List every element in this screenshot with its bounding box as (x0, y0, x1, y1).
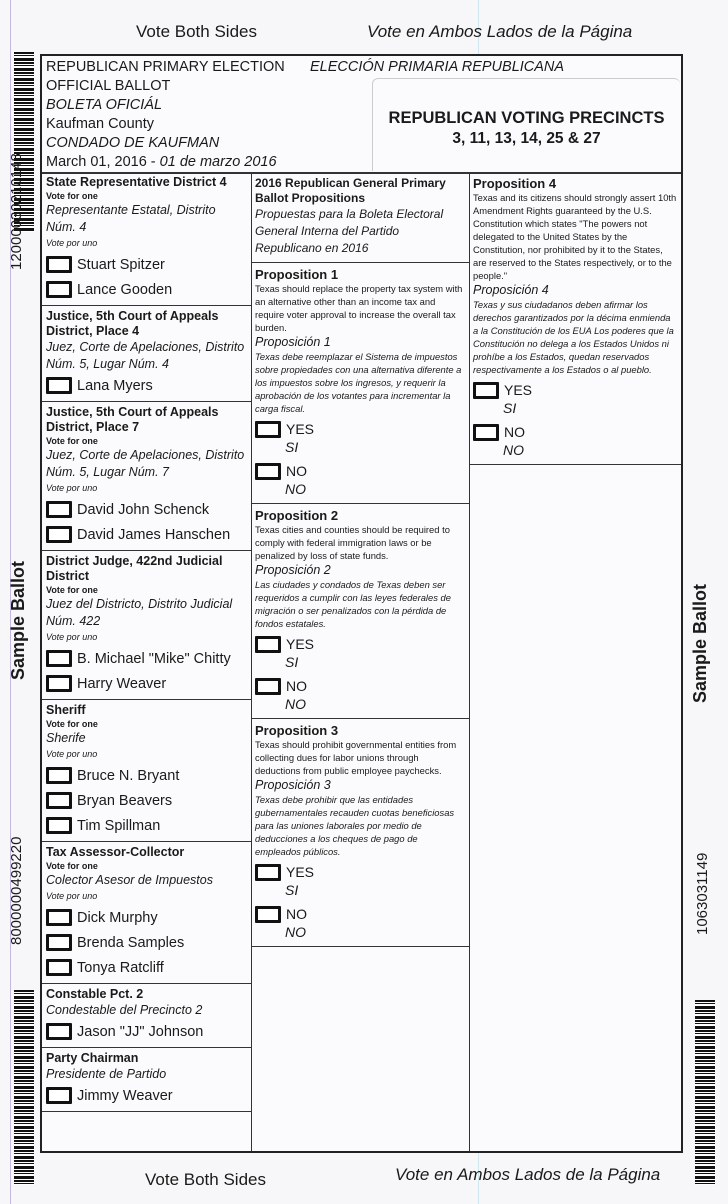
race-title-es: Juez, Corte de Apelaciones, Distrito Núm. 5, Lugar Núm. 7 (46, 448, 245, 479)
choice-label-es: NO (285, 481, 306, 497)
vote-both-sides-top-es: Vote en Ambos Lados de la Página (367, 22, 633, 41)
choice-label: YES (286, 421, 315, 437)
vote-both-sides-top: Vote Both Sides (136, 22, 257, 41)
ballot-oval-checkbox[interactable] (255, 463, 281, 480)
ballot-oval-checkbox[interactable] (46, 675, 72, 692)
candidate-name: Jimmy Weaver (77, 1087, 173, 1104)
ballot-oval-checkbox[interactable] (46, 792, 72, 809)
date-en: March 01, 2016 - (46, 154, 160, 170)
race-4 (42, 700, 251, 842)
choice-label: NO (286, 463, 307, 479)
choice-label: YES (504, 382, 533, 398)
ballot-oval-checkbox[interactable] (46, 817, 72, 834)
proposition-3 (251, 719, 469, 947)
ballot-oval-checkbox[interactable] (46, 934, 72, 951)
race-7 (42, 1048, 251, 1112)
race-3 (42, 551, 251, 700)
candidate-name: Dick Murphy (77, 909, 158, 926)
race-title: Tax Assessor-Collector (46, 845, 185, 859)
race-1 (42, 306, 251, 402)
races-column (42, 172, 252, 1151)
choice-label-es: NO (503, 442, 524, 458)
race-title: State Representative District 4 (46, 175, 227, 189)
ballot-oval-checkbox[interactable] (255, 421, 281, 438)
race-title-es: Sherife (46, 731, 86, 745)
choice-label-es: SI (503, 400, 517, 416)
vote-for-instruction: Vote for one (46, 719, 98, 729)
candidate-option[interactable] (46, 930, 247, 955)
ballot-oval-checkbox[interactable] (255, 678, 281, 695)
race-title-es: Condestable del Precincto 2 (46, 1003, 203, 1017)
barcode-right-bottom (695, 1000, 715, 1185)
proposition-title: Proposition 4 (473, 176, 557, 191)
choice-no[interactable] (473, 422, 677, 442)
vote-for-instruction: Vote for one (46, 585, 98, 595)
candidate-name: Stuart Spitzer (77, 256, 165, 273)
candidate-name: Harry Weaver (77, 675, 167, 692)
ballot-id-left-top: 12000030210148 (8, 153, 25, 270)
choice-label-es: NO (285, 924, 306, 940)
vote-for-instruction: Vote for one (46, 191, 98, 201)
proposition-title: Proposition 3 (255, 723, 339, 738)
race-title: Sheriff (46, 703, 86, 717)
race-title-es: Representante Estatal, Distrito Núm. 4 (46, 203, 216, 234)
ballot-oval-checkbox[interactable] (46, 909, 72, 926)
race-title-es: Colector Asesor de Impuestos (46, 873, 213, 887)
candidate-option[interactable] (46, 1019, 247, 1044)
candidate-name: Jason "JJ" Johnson (77, 1023, 204, 1040)
ballot-oval-checkbox[interactable] (473, 424, 499, 441)
ballot-oval-checkbox[interactable] (46, 281, 72, 298)
race-6 (42, 984, 251, 1048)
choice-no[interactable] (255, 904, 465, 924)
ballot-oval-checkbox[interactable] (46, 650, 72, 667)
ballot-oval-checkbox[interactable] (46, 256, 72, 273)
ballot-oval-checkbox[interactable] (46, 767, 72, 784)
ballot-oval-checkbox[interactable] (255, 636, 281, 653)
candidate-option[interactable] (46, 671, 247, 696)
official-ballot-es: BOLETA OFICIÁL (46, 97, 163, 113)
vote-por-instruction: Vote por uno (46, 483, 98, 493)
race-2 (42, 402, 251, 551)
ballot-oval-checkbox[interactable] (255, 864, 281, 881)
barcode-left-bottom (14, 990, 34, 1185)
candidate-name: Tonya Ratcliff (77, 959, 164, 976)
vote-for-instruction: Vote for one (46, 436, 98, 446)
candidate-option[interactable] (46, 522, 247, 547)
choice-label-es: SI (285, 439, 299, 455)
propositions-header (251, 172, 469, 263)
proposition-4 (469, 172, 681, 465)
ballot-oval-checkbox[interactable] (255, 906, 281, 923)
candidate-name: Brenda Samples (77, 934, 185, 951)
ballot-oval-checkbox[interactable] (46, 1023, 72, 1040)
choice-label-es: NO (285, 696, 306, 712)
vote-por-instruction: Vote por uno (46, 238, 98, 248)
proposition-text: Texas cities and counties should be required to comply with federal immigration laws or be penalized by loss of state funds. (255, 524, 450, 561)
proposition-text-es: Texas debe prohibir que las entidades gubernamentales recauden cuotas beneficiosas para las uniones laborales por medio de deducciones a los cheques de pago de empleados públicos. (255, 794, 455, 857)
vote-por-instruction: Vote por uno (46, 632, 98, 642)
county-es: CONDADO DE KAUFMAN (46, 135, 220, 151)
precinct-list: 3, 11, 13, 14, 25 & 27 (452, 130, 601, 147)
choice-label: YES (286, 864, 315, 880)
candidate-name: Lana Myers (77, 377, 153, 394)
proposition-text-es: Texas y sus ciudadanos deben afirmar los derechos garantizados por la décima enmienda a la Constitución de los EUA Los poderes que la Constitución no delega a los Estados Unidos ni prohíbe a los Estados, quedan reservados respectivamente a los Estados o al pueblo. (473, 299, 674, 375)
election-title-es: ELECCIÓN PRIMARIA REPUBLICANA (310, 59, 565, 75)
race-title: District Judge, 422nd Judicial District (46, 554, 223, 583)
candidate-name: David James Hanschen (77, 526, 231, 543)
proposition-title-es: Proposición 4 (473, 283, 549, 297)
county: Kaufman County (46, 116, 155, 132)
candidate-name: Lance Gooden (77, 281, 173, 298)
candidate-name: David John Schenck (77, 501, 210, 518)
candidate-option[interactable] (46, 1083, 247, 1108)
ballot-oval-checkbox[interactable] (46, 526, 72, 543)
precinct-box (372, 78, 680, 171)
choice-label: NO (286, 906, 307, 922)
propositions-column-2 (469, 172, 681, 1151)
proposition-text-es: Las ciudades y condados de Texas deben ser requeridos a cumplir con las leyes federales de migración o ser penalizados con la pérdida de fondos estatales. (255, 579, 451, 629)
choice-yes[interactable] (473, 380, 677, 400)
vote-for-instruction: Vote for one (46, 861, 98, 871)
candidate-option[interactable] (46, 905, 247, 930)
vote-both-sides-bottom-es: Vote en Ambos Lados de la Página (395, 1165, 661, 1184)
proposition-title-es: Proposición 1 (255, 335, 331, 349)
precinct-title: REPUBLICAN VOTING PRECINCTS (388, 109, 665, 127)
election-title: REPUBLICAN PRIMARY ELECTION (46, 59, 285, 75)
choice-yes[interactable] (255, 862, 465, 882)
choice-label: YES (286, 636, 315, 652)
ballot-oval-checkbox[interactable] (473, 382, 499, 399)
propositions-title-es: Propuestas para la Boleta Electoral General Interna del Partido Republicano en 2016 (255, 207, 444, 255)
candidate-option[interactable] (46, 497, 247, 522)
choice-label: NO (286, 678, 307, 694)
candidate-name: Bruce N. Bryant (77, 767, 180, 784)
choice-yes[interactable] (255, 634, 465, 654)
race-title: Justice, 5th Court of Appeals District, Place 4 (46, 309, 219, 338)
choice-no[interactable] (255, 461, 465, 481)
ballot-oval-checkbox[interactable] (46, 377, 72, 394)
ballot-oval-checkbox[interactable] (46, 959, 72, 976)
candidate-option[interactable] (46, 277, 247, 302)
propositions-column (251, 172, 470, 1151)
choice-no[interactable] (255, 676, 465, 696)
proposition-title: Proposition 1 (255, 267, 339, 282)
official-ballot: OFFICIAL BALLOT (46, 78, 171, 94)
vote-both-sides-bottom: Vote Both Sides (145, 1170, 266, 1189)
candidate-option[interactable] (46, 813, 247, 838)
choice-label: NO (504, 424, 525, 440)
candidate-option[interactable] (46, 955, 247, 980)
vote-por-instruction: Vote por uno (46, 891, 98, 901)
proposition-1 (251, 263, 469, 504)
ballot-id-left-bottom: 8000000499220 (8, 836, 25, 945)
proposition-title-es: Proposición 2 (255, 563, 331, 577)
sample-ballot-label-left: Sample Ballot (8, 560, 28, 680)
date-es: 01 de marzo 2016 (159, 154, 277, 170)
race-title: Party Chairman (46, 1051, 139, 1065)
race-title-es: Juez, Corte de Apelaciones, Distrito Núm. 5, Lugar Núm. 4 (46, 340, 245, 371)
race-title-es: Presidente de Partido (46, 1067, 167, 1081)
candidate-name: Tim Spillman (77, 817, 161, 834)
proposition-2 (251, 504, 469, 719)
candidate-name: Bryan Beavers (77, 792, 173, 809)
proposition-text: Texas should replace the property tax system with an alternative other than an income tax and require voter approval to increase the overall tax burden. (255, 283, 463, 333)
vote-por-instruction: Vote por uno (46, 749, 98, 759)
race-title: Constable Pct. 2 (46, 987, 144, 1001)
candidate-option[interactable] (46, 788, 247, 813)
sample-ballot-label-right: Sample Ballot (690, 583, 710, 703)
ballot (40, 54, 683, 1153)
candidate-option[interactable] (46, 252, 247, 277)
election-date (46, 153, 277, 171)
proposition-text: Texas and its citizens should strongly assert 10th Amendment Rights guaranteed by the U.S. Constitution which states "The powers not delegated to the United States by the Constitution, nor prohibited by it to the States, are reserved to the States respectively, or to the people." (473, 192, 677, 281)
ballot-oval-checkbox[interactable] (46, 501, 72, 518)
ballot-header (42, 56, 681, 174)
choice-label-es: SI (285, 654, 299, 670)
ballot-id-right: 1063031149 (694, 852, 711, 935)
proposition-text: Texas should prohibit governmental entities from collecting dues for labor unions through deductions from public employee paychecks. (255, 739, 457, 776)
choice-yes[interactable] (255, 419, 465, 439)
race-0 (42, 172, 251, 306)
proposition-title: Proposition 2 (255, 508, 339, 523)
race-title: Justice, 5th Court of Appeals District, Place 7 (46, 405, 219, 434)
race-5 (42, 842, 251, 984)
race-title-es: Juez del Districto, Distrito Judicial Núm. 422 (46, 597, 233, 628)
choice-label-es: SI (285, 882, 299, 898)
candidate-option[interactable] (46, 373, 247, 398)
proposition-title-es: Proposición 3 (255, 778, 331, 792)
ballot-oval-checkbox[interactable] (46, 1087, 72, 1104)
candidate-name: B. Michael "Mike" Chitty (77, 650, 231, 667)
propositions-title: 2016 Republican General Primary Ballot Propositions (255, 176, 446, 205)
candidate-option[interactable] (46, 763, 247, 788)
candidate-option[interactable] (46, 646, 247, 671)
proposition-text-es: Texas debe reemplazar el Sistema de impuestos sobre propiedades con una alternativa diferente a los impuestos sobre los ingresos, y requerir la aprobación de los votantes para incrementar la carga fiscal. (255, 351, 462, 414)
